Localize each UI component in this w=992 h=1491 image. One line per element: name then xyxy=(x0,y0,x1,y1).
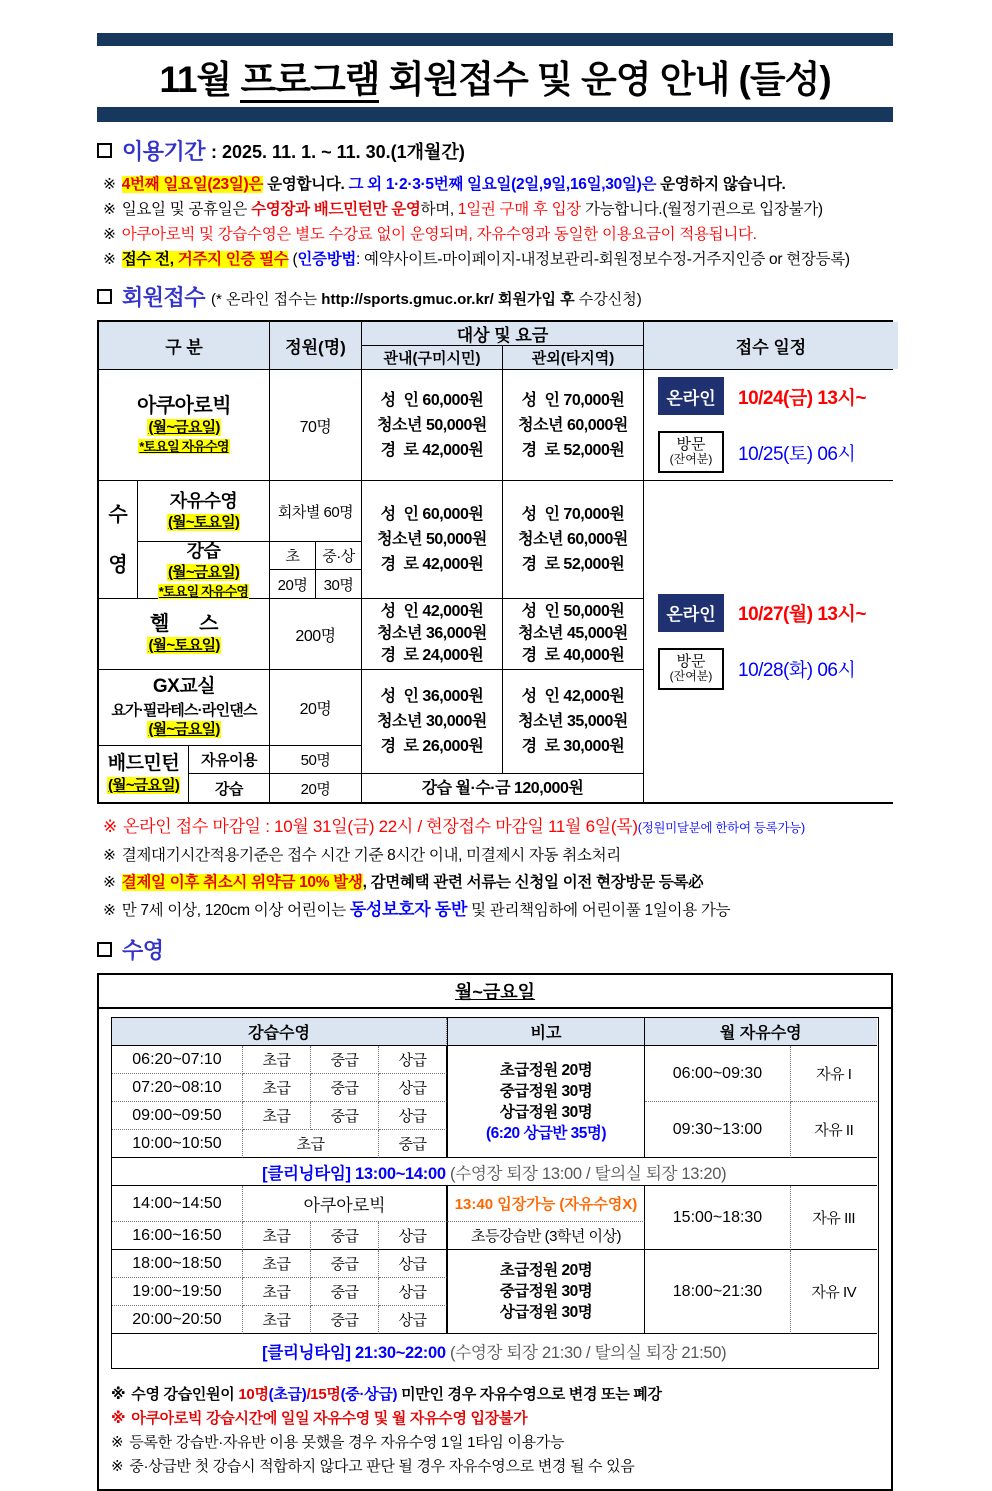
aqua-fee-out xyxy=(503,370,643,480)
cleaning-label: [클리닝타임] 13:00~14:00 xyxy=(262,1164,446,1183)
schedule-online-row xyxy=(658,594,866,632)
capacity-line: 초급정원 20명 xyxy=(499,1262,593,1279)
cleaning-time-1 xyxy=(112,1158,877,1186)
swim-caption xyxy=(99,975,891,1009)
usage-note-1-b2: 운영하지 않습니다. xyxy=(656,176,786,193)
fee-line: 청소년 50,000원 xyxy=(377,531,487,548)
online-date: 10/24(금) 13시~ xyxy=(738,387,866,409)
register-intro-3: 수강신청) xyxy=(574,291,642,308)
note-mark: ※ xyxy=(103,902,116,919)
gx-capacity: 20명 xyxy=(270,670,361,745)
register-note-1-red: 온라인 접수 마감일 : 10월 31일(금) 22시 / 현장접수 마감일 11월 6일(목) xyxy=(122,817,638,836)
cleaning-time-2 xyxy=(112,1334,877,1368)
note-mark: ※ xyxy=(111,1434,124,1451)
usage-note-2 xyxy=(103,197,893,222)
swim-note-1-b1: (초급) xyxy=(268,1386,307,1403)
register-note-2 xyxy=(103,842,893,869)
title-top-bar xyxy=(97,33,893,46)
swim-level: 중급 xyxy=(311,1074,379,1102)
usage-note-4 xyxy=(103,247,893,272)
register-note-4 xyxy=(103,896,893,924)
fee-line: 성 인 60,000원 xyxy=(380,506,484,523)
health-fee-out xyxy=(503,599,643,669)
register-title: 회원접수 xyxy=(122,285,206,310)
note-mark: ※ xyxy=(103,817,117,836)
usage-note-2-t2: 하며, xyxy=(420,201,458,218)
swim-level: 상급 xyxy=(379,1046,447,1074)
usage-period-value: : 2025. 11. 1. ~ 11. 30.(1개월간) xyxy=(211,141,465,162)
visit-label: 방문 xyxy=(676,652,706,670)
visit-label: 방문 xyxy=(676,436,706,453)
usage-note-2-t3: 가능합니다.(월정기권으로 입장불가) xyxy=(580,201,823,218)
swim-char-1: 수 xyxy=(108,503,128,526)
health-days: (월~토요일) xyxy=(148,637,220,654)
lesson-cap-beginner: 20명 xyxy=(270,570,315,598)
gx-subjects: 요가·필라테스·라인댄스 xyxy=(111,702,257,719)
freeswim-name: 자유수영 xyxy=(169,491,238,511)
swim-section-heading xyxy=(97,934,893,965)
lesson-name: 강습 xyxy=(186,541,221,561)
swim-note-1-r1: 10명 xyxy=(238,1386,269,1403)
visit-date: 10/25(토) 06시 xyxy=(738,443,856,465)
fee-line: 성 인 42,000원 xyxy=(521,688,625,705)
fee-line: 성 인 36,000원 xyxy=(380,688,484,705)
swim-level: 상급 xyxy=(379,1222,447,1250)
section-bullet xyxy=(97,942,112,957)
swim-level: 상급 xyxy=(379,1306,447,1334)
swim-time: 09:00~09:50 xyxy=(112,1102,243,1130)
note-mark: ※ xyxy=(111,1458,124,1475)
aqua-name: 아쿠아로빅 xyxy=(136,395,232,417)
free-swim-label: 자유 III xyxy=(791,1186,877,1250)
health-fee-in xyxy=(362,599,502,669)
notice-document xyxy=(97,33,893,1491)
fee-line: 경 로 52,000원 xyxy=(521,556,625,573)
swim-level: 초급 xyxy=(243,1278,311,1306)
free-swim-label: 자유 I xyxy=(791,1046,877,1102)
swim-note-1-t2: 미만인 경우 자유수영으로 변경 또는 폐강 xyxy=(397,1386,662,1403)
lesson-col-beginner: 초 xyxy=(270,542,315,569)
swim-schedule-box xyxy=(97,973,893,1491)
fee-line: 청소년 30,000원 xyxy=(377,713,487,730)
swim-note-4-text: 중·상급반 첫 강습시 적합하지 않다고 판단 될 경우 자유수영으로 변경 될 수 있음 xyxy=(129,1458,635,1475)
register-heading xyxy=(97,281,893,312)
fee-line: 경 로 30,000원 xyxy=(521,738,625,755)
register-intro-2: 회원가입 후 xyxy=(493,291,575,308)
col-header-fee-out: 관외(타지역) xyxy=(503,346,643,369)
usage-note-2-red: 수영장과 배드민턴만 운영 xyxy=(251,201,421,218)
swim-note-3 xyxy=(111,1431,879,1455)
note-mark: ※ xyxy=(103,874,116,891)
swim-time: 20:00~20:50 xyxy=(112,1306,243,1334)
free-swim-label: 자유 II xyxy=(791,1102,877,1158)
swim-level: 중급 xyxy=(311,1306,379,1334)
fee-line: 경 로 42,000원 xyxy=(380,441,484,459)
register-note-3 xyxy=(103,869,893,896)
swim-level: 중급 xyxy=(311,1102,379,1130)
note-mark: ※ xyxy=(103,847,116,864)
swim-level: 상급 xyxy=(379,1102,447,1130)
gx-days: (월~금요일) xyxy=(148,721,220,738)
usage-note-1-hl: 4번째 일요일(23일)은 xyxy=(121,176,264,193)
fee-line: 성 인 50,000원 xyxy=(521,603,625,620)
note-mark: ※ xyxy=(103,251,116,268)
swim-note-2 xyxy=(111,1407,879,1431)
health-capacity: 200명 xyxy=(270,599,361,669)
swim-col-free: 월 자유수영 xyxy=(645,1018,877,1046)
capacity-line: 중급정원 30명 xyxy=(499,1082,593,1100)
register-note-4-t2: 및 관리책임하에 어린이풀 1일이용 가능 xyxy=(467,902,731,919)
freeswim-capacity: 회차별 60명 xyxy=(270,481,361,541)
aqua-fee-in xyxy=(362,370,502,480)
fee-line: 청소년 60,000원 xyxy=(518,531,628,548)
badminton-name: 배드민턴 xyxy=(107,753,180,774)
lesson-col-midhigh: 중·상 xyxy=(316,542,361,569)
badminton-free-capacity: 50명 xyxy=(270,746,361,773)
col-header-capacity: 정원(명) xyxy=(270,322,361,369)
register-note-1 xyxy=(103,813,893,842)
swim-level: 초급 xyxy=(243,1130,379,1158)
fee-line: 경 로 24,000원 xyxy=(380,647,484,664)
section-bullet xyxy=(97,289,112,304)
swim-notes xyxy=(99,1375,891,1489)
swim-level: 초급 xyxy=(243,1250,311,1278)
note-mark: ※ xyxy=(103,201,116,218)
fee-line: 성 인 42,000원 xyxy=(380,603,484,620)
aqua-days: (월~금요일) xyxy=(148,419,220,436)
fee-line: 경 로 40,000원 xyxy=(521,647,625,664)
swim-time: 14:00~14:50 xyxy=(112,1186,243,1222)
capacity-note-blue: (6:20 상급반 35명) xyxy=(485,1124,607,1142)
swim-note-1-b2: (중·상급) xyxy=(340,1386,398,1403)
capacity-line: 초급정원 20명 xyxy=(499,1061,593,1079)
register-note-4-blue: 동성보호자 동반 xyxy=(349,900,468,919)
usage-note-3 xyxy=(103,222,893,247)
visit-date: 10/28(화) 06시 xyxy=(738,660,856,681)
free-swim-time: 09:30~13:00 xyxy=(645,1102,791,1158)
swim-schedule-table xyxy=(111,1017,879,1369)
title-part3: 회원접수 및 운영 안내 (들성) xyxy=(379,59,831,100)
note-mark: ※ xyxy=(111,1410,126,1427)
usage-note-4-hl2: 거주지 인증 필수 xyxy=(177,251,289,268)
schedule-group-2 xyxy=(644,481,898,802)
capacity-line: 중급정원 30명 xyxy=(499,1283,593,1300)
gx-fee-out xyxy=(503,670,643,773)
title-part1: 11월 xyxy=(159,59,241,100)
schedule-group-1 xyxy=(644,370,898,480)
row-health-label xyxy=(99,599,269,669)
badminton-lesson-label: 강습 xyxy=(189,774,269,802)
swim-time: 16:00~16:50 xyxy=(112,1222,243,1250)
freeswim-days: (월~토요일) xyxy=(167,514,240,531)
usage-note-4-t2: : 예약사이트-마이페이지-내정보관리-회원정보수정-거주지인증 or 현장등록) xyxy=(356,251,850,268)
swim-level: 초급 xyxy=(243,1222,311,1250)
member-registration-table xyxy=(97,320,893,804)
row-gx-label xyxy=(99,670,269,745)
note-mark: ※ xyxy=(103,226,116,243)
visit-sub-label: (잔여분) xyxy=(669,452,713,466)
col-header-fee-in: 관내(구미시민) xyxy=(362,346,502,369)
register-url: http://sports.gmuc.or.kr/ xyxy=(321,291,494,308)
capacity-line: 상급정원 30명 xyxy=(499,1103,593,1121)
usage-note-1 xyxy=(103,172,893,197)
health-name: 헬 스 xyxy=(150,613,218,635)
fee-line: 성 인 60,000원 xyxy=(380,391,484,409)
visit-sub-label: (잔여분) xyxy=(669,668,713,683)
swim-level: 중급 xyxy=(311,1250,379,1278)
free-swim-time: 18:00~21:30 xyxy=(645,1250,791,1334)
swim-caption-text: 월~금요일 xyxy=(454,982,536,1002)
swim-char-2: 영 xyxy=(108,553,128,576)
fee-line: 경 로 52,000원 xyxy=(521,441,625,459)
capacity-line: 상급정원 30명 xyxy=(499,1304,593,1321)
cleaning-detail: (수영장 퇴장 13:00 / 탈의실 퇴장 13:20) xyxy=(445,1164,727,1183)
schedule-visit-row xyxy=(658,431,855,473)
lesson-days: (월~금요일) xyxy=(167,564,240,581)
note-mark: ※ xyxy=(111,1386,126,1403)
row-freeswim-label xyxy=(138,481,269,541)
usage-note-1-b1: 운영합니다. xyxy=(263,176,349,193)
badminton-lesson-capacity: 20명 xyxy=(270,774,361,802)
swim-col-note: 비고 xyxy=(447,1018,645,1046)
fee-line: 청소년 50,000원 xyxy=(377,416,487,434)
register-intro-1: (* 온라인 접수는 xyxy=(211,291,322,308)
fee-line: 청소년 60,000원 xyxy=(518,416,628,434)
swim-level: 상급 xyxy=(379,1074,447,1102)
swim-level: 초급 xyxy=(243,1306,311,1334)
col-header-fee-group: 대상 및 요금 xyxy=(362,322,643,345)
swim-level: 초급 xyxy=(243,1046,311,1074)
online-badge: 온라인 xyxy=(658,377,724,415)
usage-note-2-red2: 1일권 구매 후 입장 xyxy=(457,201,581,218)
badminton-days: (월~금요일) xyxy=(107,777,180,794)
swim-level: 초급 xyxy=(243,1074,311,1102)
visit-badge xyxy=(658,431,724,473)
swim-level: 중급 xyxy=(311,1222,379,1250)
usage-note-4-hl1: 접수 전, xyxy=(121,251,178,268)
visit-badge xyxy=(658,648,724,690)
usage-note-4-blue: 인증방법 xyxy=(297,251,357,268)
schedule-visit-row xyxy=(658,648,855,690)
usage-period-title: 이용기간 xyxy=(122,139,206,164)
title-part2-underlined: 프로그램 xyxy=(240,59,379,103)
swim-note-1-r2: /15명 xyxy=(306,1386,341,1403)
badminton-lesson-fee: 강습 월·수·금 120,000원 xyxy=(362,774,643,802)
swim-time: 10:00~10:50 xyxy=(112,1130,243,1158)
swim-note-1-t1: 수영 강습인원이 xyxy=(131,1386,239,1403)
usage-notes xyxy=(103,172,893,272)
swim-time: 06:20~07:10 xyxy=(112,1046,243,1074)
row-badminton-label xyxy=(99,746,188,802)
online-date: 10/27(월) 13시~ xyxy=(738,604,866,625)
fee-line: 청소년 35,000원 xyxy=(518,713,628,730)
swim-note-2-red: 아쿠아로빅 강습시간에 일일 자유수영 및 월 자유수영 입장불가 xyxy=(131,1410,528,1427)
swim-level: 중급 xyxy=(311,1046,379,1074)
swim-elementary-note: 초등강습반 (3학년 이상) xyxy=(447,1222,645,1250)
swim-level: 중급 xyxy=(311,1278,379,1306)
swim-time: 07:20~08:10 xyxy=(112,1074,243,1102)
register-note-4-t1: 만 7세 이상, 120cm 이상 어린이는 xyxy=(121,902,350,919)
gx-fee-in xyxy=(362,670,502,773)
cleaning-detail: (수영장 퇴장 21:30 / 탈의실 퇴장 21:50) xyxy=(445,1344,727,1362)
usage-note-2-t1: 일요일 및 공휴일은 xyxy=(121,201,252,218)
usage-note-1-blue: 그 외 1·2·3·5번째 일요일(2일,9일,16일,30일)은 xyxy=(348,176,657,193)
swim-note-morning xyxy=(447,1046,645,1158)
gx-name: GX교실 xyxy=(152,676,216,697)
aqua-sat-note: *토요일 자유수영 xyxy=(139,439,229,454)
fee-line: 경 로 42,000원 xyxy=(380,556,484,573)
swim-level: 상급 xyxy=(379,1250,447,1278)
swim-aqua-span: 아쿠아로빅 xyxy=(243,1186,447,1222)
usage-note-3-red: 아쿠아로빅 및 강습수영은 별도 수강료 없이 운영되며, 자유수영과 동일한 이용요금이 적용됩니다. xyxy=(121,226,757,243)
title-bottom-bar xyxy=(97,107,893,122)
fee-line: 청소년 36,000원 xyxy=(377,625,487,642)
usage-note-4-t1: ( xyxy=(288,251,298,268)
swim-section-title: 수영 xyxy=(122,938,164,963)
free-swim-label: 자유 IV xyxy=(791,1250,877,1334)
register-note-2-text: 결제대기시간적용기준은 접수 시간 기준 8시간 이내, 미결제시 자동 취소처리 xyxy=(121,847,621,864)
free-swim-time: 06:00~09:30 xyxy=(645,1046,791,1102)
lesson-sat-note: *토요일 자유수영 xyxy=(158,584,249,599)
swim-level: 중급 xyxy=(379,1130,447,1158)
swim-note-1 xyxy=(111,1383,879,1407)
badminton-free-label: 자유이용 xyxy=(189,746,269,773)
register-note-3-rest: , 감면혜택 관련 서류는 신청일 이전 현장방문 등록必 xyxy=(362,874,704,891)
swim-note-4 xyxy=(111,1455,879,1479)
fee-line: 청소년 45,000원 xyxy=(518,625,628,642)
usage-period-heading xyxy=(97,135,893,166)
cleaning-label: [클리닝타임] 21:30~22:00 xyxy=(262,1344,446,1362)
swim-level: 초급 xyxy=(243,1102,311,1130)
register-note-3-hl: 결제일 이후 취소시 위약금 10% 발생 xyxy=(121,874,363,891)
swim-col-lesson: 강습수영 xyxy=(112,1018,447,1046)
section-bullet xyxy=(97,143,112,158)
note-mark: ※ xyxy=(103,176,116,193)
swim-time: 19:00~19:50 xyxy=(112,1278,243,1306)
row-lesson-label xyxy=(138,542,269,598)
swim-level: 상급 xyxy=(379,1278,447,1306)
swim-note-evening xyxy=(447,1250,645,1334)
swim-fee-out xyxy=(503,481,643,598)
register-notes xyxy=(103,813,893,924)
fee-line: 성 인 70,000원 xyxy=(521,506,625,523)
swim-note-3-text: 등록한 강습반·자유반 이용 못했을 경우 자유수영 1일 1타임 이용가능 xyxy=(129,1434,565,1451)
online-badge: 온라인 xyxy=(658,594,724,632)
swim-time: 18:00~18:50 xyxy=(112,1250,243,1278)
aqua-capacity: 70명 xyxy=(270,370,361,480)
swim-fee-in xyxy=(362,481,502,598)
page-title xyxy=(97,46,893,107)
register-intro xyxy=(211,284,642,309)
title-block xyxy=(97,33,893,122)
col-header-category: 구 분 xyxy=(99,322,269,369)
lesson-cap-midhigh: 30명 xyxy=(316,570,361,598)
swim-aqua-note: 13:40 입장가능 (자유수영X) xyxy=(447,1186,645,1222)
swim-vertical-label xyxy=(99,481,137,598)
col-header-schedule: 접수 일정 xyxy=(644,322,898,369)
fee-line: 성 인 70,000원 xyxy=(521,391,625,409)
schedule-online-row xyxy=(658,377,866,415)
row-aqua-label xyxy=(99,370,269,480)
register-note-1-blue: (정원미달분에 한하여 등록가능) xyxy=(637,821,805,835)
fee-line: 경 로 26,000원 xyxy=(380,738,484,755)
free-swim-time: 15:00~18:30 xyxy=(645,1186,791,1250)
